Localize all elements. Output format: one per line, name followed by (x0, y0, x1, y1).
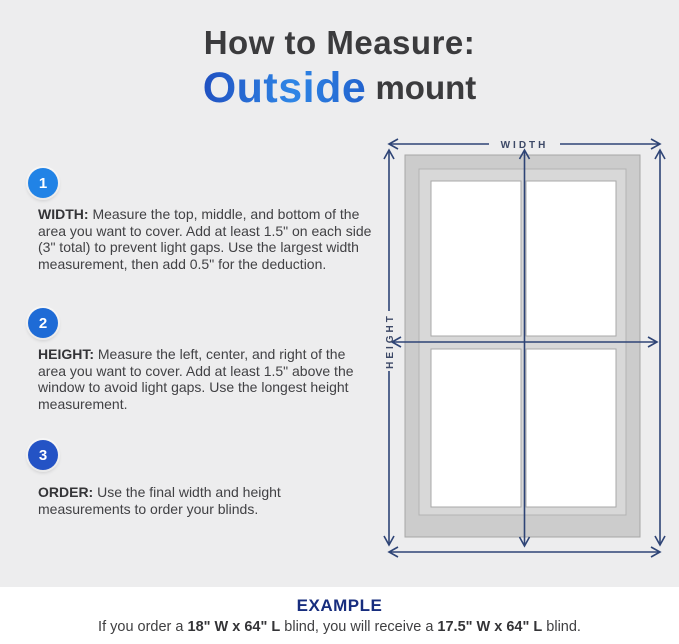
step-1-number-badge: 1 (28, 168, 58, 198)
window-pane-top-right (526, 181, 616, 336)
title-line2 (0, 64, 679, 113)
window-pane-bottom-left (431, 349, 521, 507)
step-1 (28, 168, 376, 272)
step-3-text (38, 484, 376, 517)
step-2-label: HEIGHT: (38, 346, 94, 362)
title-suffix: mount (366, 69, 477, 106)
example-footer (0, 587, 679, 644)
example-heading: EXAMPLE (296, 596, 383, 615)
step-2 (28, 308, 376, 412)
window-pane-bottom-right (526, 349, 616, 507)
title-line1: How to Measure: (203, 24, 476, 61)
step-2-text (38, 346, 376, 412)
height-dimension-label: HEIGHT (385, 313, 396, 369)
example-part2: blind, you will receive a (280, 619, 438, 635)
step-1-description: Measure the top, middle, and bottom of the area you want to cover. Add at least 1.5" on each side (3" total) to prevent light gaps. Use the largest width measurement, then add 0.5" for the deduction. (38, 206, 372, 272)
step-2-number-badge: 2 (28, 308, 58, 338)
example-received-size: 17.5" W x 64" L (437, 619, 543, 635)
example-ordered-size: 18" W x 64" L (187, 619, 281, 635)
step-3-number-badge: 3 (28, 440, 58, 470)
window-pane-top-left (431, 181, 521, 336)
step-3-label: ORDER: (38, 484, 94, 500)
width-dimension-label: WIDTH (500, 140, 549, 151)
example-part3: blind. (542, 619, 581, 635)
step-3-description: Use the final width and height measurements to order your blinds. (38, 484, 281, 517)
page-title (0, 24, 679, 113)
window-diagram-svg (383, 133, 675, 593)
step-2-description: Measure the left, center, and right of the area you want to cover. Add at least 1.5" above the window to avoid light gaps. Use the longest height measurement. (38, 346, 354, 412)
window-measurement-diagram (383, 133, 675, 593)
example-sentence (0, 619, 679, 635)
step-3 (28, 440, 376, 517)
title-highlight: Outside (202, 64, 367, 112)
step-1-label: WIDTH: (38, 206, 89, 222)
step-1-text (38, 206, 376, 272)
example-part1: If you order a (98, 619, 188, 635)
